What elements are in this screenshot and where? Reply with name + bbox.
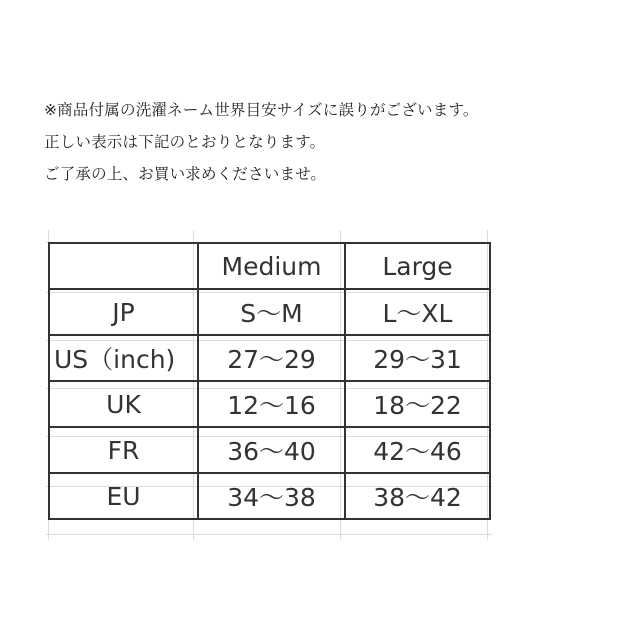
table-row: [49, 427, 490, 473]
table-row: [49, 335, 490, 381]
row-label-jp: JP: [49, 289, 198, 335]
row-label-us: US（inch): [49, 335, 198, 381]
cell-medium: S〜M: [198, 289, 345, 335]
table-row: [49, 381, 490, 427]
notice-line-2: 正しい表示は下記のとおりとなります。: [44, 133, 326, 151]
cell-medium: 12〜16: [198, 381, 345, 427]
header-cell-medium: Medium: [198, 243, 345, 289]
cell-large: 42〜46: [345, 427, 490, 473]
cell-large: 38〜42: [345, 473, 490, 519]
header-cell-large: Large: [345, 243, 490, 289]
table-header-row: [49, 243, 490, 289]
notice-line-1: ※商品付属の洗濯ネーム世界目安サイズに誤りがございます。: [44, 101, 479, 119]
row-label-uk: UK: [49, 381, 198, 427]
cell-medium: 27〜29: [198, 335, 345, 381]
grid-line: [46, 534, 492, 535]
cell-medium: 34〜38: [198, 473, 345, 519]
cell-medium: 36〜40: [198, 427, 345, 473]
notice-text: [44, 94, 624, 190]
cell-large: 18〜22: [345, 381, 490, 427]
notice-line-3: ご了承の上、お買い求めくださいませ。: [44, 165, 327, 183]
table-row: [49, 473, 490, 519]
cell-large: 29〜31: [345, 335, 490, 381]
row-label-eu: EU: [49, 473, 198, 519]
size-table: [48, 242, 491, 520]
header-cell-empty: [49, 243, 198, 289]
row-label-fr: FR: [49, 427, 198, 473]
table-row: [49, 289, 490, 335]
cell-large: L〜XL: [345, 289, 490, 335]
